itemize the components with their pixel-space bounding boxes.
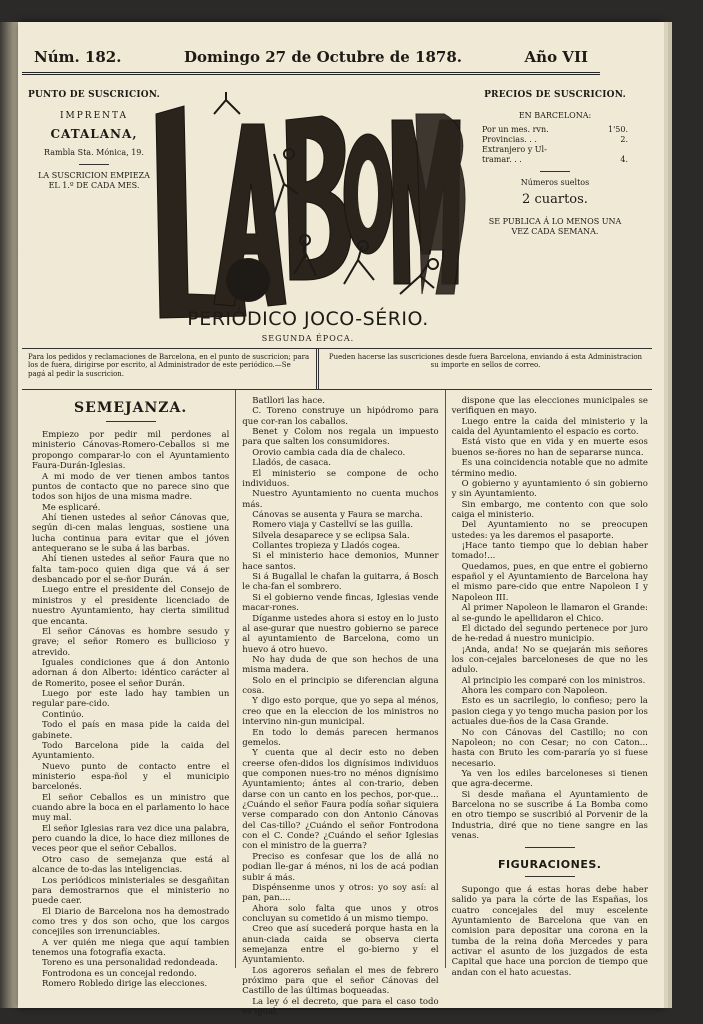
issue-year: Año VII	[524, 48, 588, 66]
single-issue-price: 2 cuartos.	[522, 192, 588, 208]
paragraph: Ahí tienen ustedes al señor Faura que no falta tam-poco quien diga que vá á ser desbancado por el se-ñor Durán.	[32, 554, 230, 586]
paragraph: Está visto que en vida y en muerte esos buenos se-ñores no han de separarse nunca.	[451, 437, 648, 458]
paragraph: Ya ven los ediles barceloneses si tienen que agra-decerme.	[451, 768, 648, 790]
divider	[106, 421, 156, 422]
paragraph: Díganme ustedes ahora si estoy en lo justo al ase-gurar que nuestro gobierno se parece al ayuntamiento de Barcelona, como un huevo á otro huevo.	[242, 613, 439, 655]
adjacent-page-edge	[0, 22, 18, 1008]
prices-title: PRECIOS DE SUSCRICION.	[484, 90, 626, 100]
article-title: SEMEJANZA.	[74, 400, 188, 416]
paragraph: Preciso es confesar que los de allá no podian lle-gar á ménos, ni los de acá podian subir á más.	[242, 851, 439, 883]
price-row: Por un mes. rvn. 1'50.	[482, 125, 628, 135]
article-body	[242, 396, 438, 1018]
price-row: tramar. . . 4.	[482, 155, 628, 165]
paragraph: Silvela desaparece y se eclipsa Sala.	[252, 530, 410, 541]
article-body	[32, 430, 229, 989]
newspaper-epoch: SEGUNDA ÉPOCA.	[261, 334, 355, 343]
paragraph: El Diario de Barcelona nos ha demostrado como tres y dos son ocho, que los cargos concejiles son irrenunciables.	[32, 906, 230, 938]
paragraph: Otro caso de semejanza que está al alcance de to-das las inteligencias.	[32, 854, 230, 876]
paragraph: El ministerio se compone de ocho individuos.	[242, 468, 439, 489]
paragraph: Toreno es una personalidad redondeada.	[42, 958, 218, 969]
prices-city: EN BARCELONA:	[518, 111, 592, 121]
paragraph: Y cuenta que al decir esto no deben creerse ofen-didos los dignísimos individuos que componen nues-tro no ménos dignísimo Ayuntamiento; ántes al con-trario, deben darse con un canto en los pechos, por-que... ¿Cuándo el señor Faura podía soñar siquiera verse comparado con don Antonio Cánovas del Cas-tillo? ¿Cuándo el señor Fontrodona con el C. Conde? ¿Cuándo el señor Iglesias con el ministro de la guerra?	[242, 748, 439, 852]
paragraph: C. Toreno construye un hipódromo para que cor-ran los caballos.	[242, 406, 439, 427]
paragraph: Empiezo por pedir mil perdones al ministerio Cánovas-Romero-Ceballos si me propongo comparar-lo con el Ayuntamiento Faura-Durán-Iglesias.	[32, 430, 230, 472]
paragraph: Lladós, de casaca.	[252, 458, 332, 469]
subscription-prices-box	[480, 90, 630, 237]
subscription-point-box	[24, 90, 164, 191]
article-columns	[26, 390, 654, 1018]
divider	[525, 847, 575, 848]
paragraph: Si á Bugallal le chafan la guitarra, á Bosch le cha-fan el sombrero.	[242, 572, 439, 593]
issue-date: Domingo 27 de Octubre de 1878.	[184, 48, 462, 66]
paragraph: Todo el país en masa pide la caida del gabinete.	[32, 720, 230, 741]
paragraph: Creo que así sucederá porque hasta en la anun-ciada caida se observa cierta semejanza entre el go-bierno y el Ayuntamiento.	[242, 924, 439, 966]
paragraph: Luego entre la caida del ministerio y la caida del Ayuntamiento el espacio es corto.	[451, 416, 648, 438]
newspaper-page	[18, 22, 664, 1018]
remote-subscription-note: Pueden hacerse las suscriciones desde fuera Barcelona, enviando á esta Administracion su importe en sellos de correo.	[328, 353, 643, 370]
paragraph: Fontrodona es un concejal redondo.	[42, 968, 197, 979]
paragraph: No con Cánovas del Castillo; no con Napoleon; no con Cesar; no con Caton... hasta con Bruto les com-pararía yo si fuese necesario.	[451, 727, 648, 769]
paragraph: No hay duda de que son hechos de una misma madera.	[242, 654, 439, 676]
paragraph: Continúo.	[42, 709, 84, 720]
paragraph: Al primer Napoleon le llamaron el Grande: al se-gundo le apellidaron el Chico.	[451, 603, 648, 624]
paragraph: Luego por este lado hay tambien un regular pare-cido.	[32, 689, 230, 710]
paragraph: Todo Barcelona pide la caida del Ayuntamiento.	[32, 740, 230, 762]
newspaper-subtitle: PERIÓDICO JOCO-SÉRIO.	[187, 308, 429, 330]
single-issues-label: Números sueltos	[520, 178, 590, 188]
paragraph: En todo lo demás parecen hermanos gemelos.	[242, 727, 439, 748]
paragraph: Al principio les comparé con los ministros.	[461, 675, 646, 686]
publication-note-1: SE PUBLICA Á LO MENOS UNA	[488, 216, 622, 226]
paragraph: Benet y Colom nos regala un impuesto para que salten los consumidores.	[242, 427, 439, 448]
issue-header	[22, 42, 600, 75]
paragraph: Romero viaja y Castellví se las guilla.	[252, 520, 414, 531]
price-row: Extranjero y Ul-	[482, 145, 547, 155]
subscription-notes	[22, 348, 652, 390]
paragraph: Dispénsenme unos y otros: yo soy así: al pan, pan....	[242, 882, 439, 904]
paragraph: A mi modo de ver tienen ambos tantos puntos de contacto que no parece sino que todos son hijos de una misma madre.	[32, 471, 230, 503]
column-2	[235, 390, 444, 1018]
la-bomba-masthead-logo	[154, 84, 474, 324]
paragraph: Sin embargo, me contento con que solo caiga el ministerio.	[451, 499, 648, 520]
paragraph: A ver quién me niega que aquí tambien tenemos una fotografía exacta.	[32, 937, 230, 959]
paragraph: Me esplicaré.	[42, 502, 101, 513]
paragraph: Esto es un sacrilegio, lo confieso; pero la pasion ciega y yo tengo mucha pasion por los actuales due-ños de la Casa Grande.	[451, 696, 648, 728]
price-row: Provincias. . . 2.	[482, 135, 628, 145]
paragraph: Romero Robledo dirige las elecciones.	[42, 979, 208, 990]
article-body	[452, 885, 648, 978]
paragraph: La ley ó el decreto, que para el caso todo es igual,	[242, 996, 439, 1018]
paragraph: Si el gobierno vende fincas, Iglesias vende macar-rones.	[242, 592, 439, 614]
article-body	[452, 396, 648, 841]
paragraph: El señor Ceballos es un ministro que cuando abre la boca en el parlamento lo hace muy mal.	[32, 792, 230, 824]
divider	[540, 171, 570, 172]
paragraph: El dictado del segundo pertenece por juro de he-redad á nuestro municipio.	[451, 623, 648, 645]
paragraph: Del Ayuntamiento no se preocupen ustedes: ya les daremos el pasaporte.	[451, 520, 648, 541]
paragraph: Luego entre el presidente del Consejo de ministros y el presidente licenciado de nuestro Ayuntamiento, hay cierta similitud que encanta.	[32, 585, 230, 627]
paragraph: Nuestro Ayuntamiento no cuenta muchos más.	[242, 489, 439, 510]
column-1	[26, 390, 235, 990]
start-note-2: EL 1.º DE CADA MES.	[48, 180, 140, 190]
article-title: FIGURACIONES.	[498, 858, 602, 872]
paragraph: Quedamos, pues, en que entre el gobierno español y el Ayuntamiento de Barcelona hay el mismo pare-cido que entre Napoleon I y Napoleon III.	[451, 561, 648, 603]
catalana-label: CATALANA,	[50, 126, 138, 141]
issue-number: Núm. 182.	[34, 48, 122, 66]
subscription-point-title: PUNTO DE SUSCRICION.	[27, 90, 160, 100]
paragraph: Y digo esto porque, que yo sepa al ménos, creo que en la eleccion de los ministros no intervino nin-gun municipal.	[242, 696, 439, 728]
paragraph: Cánovas se ausenta y Faura se marcha.	[252, 509, 423, 520]
orders-note: Para los pedidos y reclamaciones de Barcelona, en el punto de suscricion; para los de fuera, dirigirse por escrito, al Administrador de este periódico.—Se pagá al pedir la suscricion.	[22, 349, 319, 389]
divider	[525, 876, 575, 877]
paragraph: ¡Hace tanto tiempo que lo debian haber tomado!...	[451, 541, 648, 562]
paragraph: Nuevo punto de contacto entre el ministerio espa-ñol y el municipio barcelonés.	[32, 761, 230, 793]
imprenta-label: IMPRENTA	[59, 111, 129, 122]
paragraph: Orovio cambia cada dia de chaleco.	[252, 447, 406, 458]
paragraph: Si el ministerio hace demonios, Munner hace santos.	[242, 551, 439, 572]
column-3	[445, 390, 654, 978]
paragraph: O gobierno y ayuntamiento ó sin gobierno y sin Ayuntamiento.	[451, 478, 648, 500]
paragraph: Ahí tienen ustedes al señor Cánovas que, según di-cen malas lenguas, sostiene una lucha continua para evitar que el jóven antequerano se le suba á las barbas.	[32, 512, 230, 555]
paragraph: Iguales condiciones que á don Antonio adornan á don Alberto: idéntico carácter al de Romerito, posee el señor Durán.	[32, 657, 230, 689]
paragraph: Batllori las hace.	[252, 396, 325, 406]
paragraph: Si desde mañana el Ayuntamiento de Barcelona no se suscribe á La Bomba como en otro tiempo se suscribió al Porvenir de la Industria, diré que no tiene sangre en las venas.	[451, 789, 648, 842]
paragraph: Solo en el principio se diferencian alguna cosa.	[242, 675, 439, 697]
paragraph: Los periódicos ministeriales se desgañitan para demostrarnos que el ministerio no puede caer.	[32, 875, 230, 907]
paragraph: ¡Anda, anda! No se quejarán mis señores los con-cejales barceloneses de que no les adulo.	[451, 644, 648, 676]
start-note-1: LA SUSCRICION EMPIEZA	[38, 170, 150, 180]
paragraph: Es una coincidencia notable que no admite término medio.	[451, 458, 648, 479]
paragraph: El señor Cánovas es hombre sesudo y grave; el señor Romero es bullicioso y atrevido.	[32, 626, 230, 658]
paragraph: dispone que las elecciones municipales se verifiquen en mayo.	[451, 396, 648, 417]
paragraph: Supongo que á estas horas debe haber salido ya para la córte de las Españas, los cuatro concejales del muy escelente Ayuntamiento de Barcelona que van en comision para depositar una corona en la tumba de la reina doña Mercedes y para activar el asunto de los juzgados de esta Capital que hace una porcion de tiempo que andan con el hato acuestas.	[451, 884, 648, 978]
paragraph: Collantes tropieza y Lladós cogea.	[252, 541, 401, 552]
divider	[79, 164, 109, 165]
address-label: Rambla Sta. Mónica, 19.	[44, 147, 144, 157]
publication-note-2: VEZ CADA SEMANA.	[511, 226, 599, 236]
paragraph: Ahora les comparo con Napoleon.	[461, 686, 608, 697]
paragraph: El señor Iglesias rara vez dice una palabra, pero cuando la dice, lo hace diez millones de veces peor que el señor Ceballos.	[32, 823, 230, 855]
paragraph: Ahora solo falta que unos y otros concluyan su cometido á un mismo tiempo.	[242, 903, 439, 924]
paragraph: Los agoreros señalan el mes de febrero próximo para que el señor Cánovas del Castillo de las últimas boqueadas.	[242, 965, 439, 997]
